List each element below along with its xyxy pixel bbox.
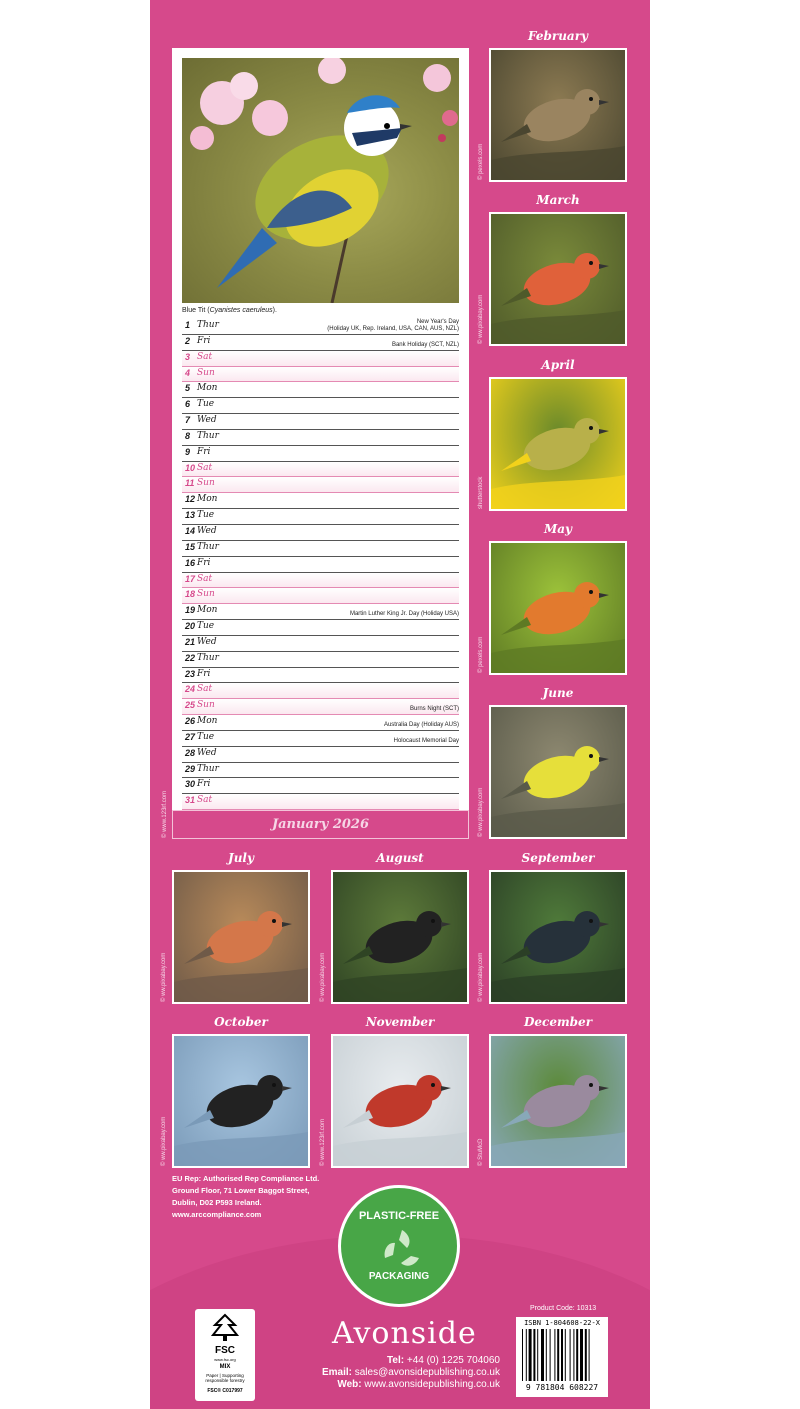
day-note (410, 706, 459, 713)
day-number: 7 (185, 415, 191, 426)
photo-credit: © www.123rf.com (320, 1118, 326, 1166)
month-label: May (543, 522, 573, 536)
fsc-site: www.fsc.org (214, 1357, 236, 1362)
day-row (182, 557, 459, 573)
day-number: 2 (185, 335, 191, 346)
eu-rep-line: Dublin, D02 P593 Ireland. (172, 1198, 262, 1207)
barcode-bar (565, 1329, 566, 1381)
barcode-bar (537, 1329, 538, 1381)
day-row (182, 699, 459, 715)
calendar-back-cover (150, 0, 650, 1409)
day-name: Tue (197, 621, 215, 632)
bullfinch-photo (489, 212, 627, 346)
day-name: Fri (197, 668, 211, 679)
barcode-bar (589, 1329, 590, 1381)
day-name: Tue (197, 731, 215, 742)
day-name: Mon (197, 494, 218, 505)
goldfinch-photo (331, 1034, 469, 1168)
day-row (182, 683, 459, 699)
great-tit-photo (489, 705, 627, 839)
day-row (182, 794, 459, 810)
day-name: Thur (197, 320, 219, 330)
day-list (182, 319, 459, 810)
month-title-bar (172, 810, 469, 839)
day-row (182, 446, 459, 462)
day-note (392, 342, 459, 349)
day-number: 8 (185, 430, 191, 441)
day-row (182, 588, 459, 604)
day-number: 12 (185, 494, 196, 505)
photo-credit: © pexels.com (478, 636, 484, 673)
product-code: Product Code: 10313 (530, 1305, 597, 1312)
day-number: 29 (185, 763, 196, 774)
day-row (182, 636, 459, 652)
barcode-bar (585, 1329, 587, 1381)
day-note (394, 738, 459, 745)
day-name: Fri (197, 557, 211, 568)
day-row (182, 763, 459, 779)
day-number: 13 (185, 510, 196, 521)
woodpigeon-photo (489, 1034, 627, 1168)
day-number: 21 (185, 636, 196, 647)
photo-credit: © ww.pixabay.com (478, 787, 484, 837)
day-note-line: (Holiday UK, Rep. Ireland, USA, CAN, AUS, NZL) (327, 325, 459, 332)
day-note-line: Martin Luther King Jr. Day (Holiday USA) (349, 611, 459, 618)
day-name: Fri (197, 335, 211, 346)
day-row (182, 335, 459, 351)
day-number: 16 (185, 557, 196, 568)
badge-text-top: PLASTIC-FREE (358, 1210, 440, 1222)
eu-rep-line: Ground Floor, 71 Lower Baggot Street, (172, 1186, 310, 1195)
day-note-line: Holocaust Memorial Day (393, 737, 459, 744)
photo-credit: shutterstock (478, 476, 484, 509)
day-row (182, 430, 459, 446)
photo-credit: © ww.pixabay.com (320, 952, 326, 1002)
day-name: Thur (197, 541, 219, 552)
starling-photo (489, 870, 627, 1004)
day-number: 9 (185, 446, 191, 457)
chaffinch-photo (172, 870, 310, 1004)
month-label: November (365, 1015, 435, 1029)
day-row (182, 477, 459, 493)
day-name: Tue (197, 399, 215, 410)
day-note (350, 611, 459, 618)
fsc-mix: MIX (219, 1364, 231, 1370)
day-number: 26 (185, 716, 196, 727)
barcode-bar (533, 1329, 535, 1381)
photo-credit: © ww.pixabay.com (161, 952, 167, 1002)
barcode-number: 9 781804 608227 (525, 1383, 599, 1392)
barcode-bar (557, 1329, 559, 1381)
web-value: www.avonsidepublishing.co.uk (364, 1379, 500, 1390)
day-number: 1 (185, 320, 191, 330)
tel-value: +44 (0) 1225 704060 (406, 1355, 500, 1366)
day-row (182, 668, 459, 684)
day-row (182, 731, 459, 747)
day-number: 5 (185, 383, 191, 394)
day-name: Sun (197, 589, 215, 600)
day-row (182, 382, 459, 398)
day-name: Thur (197, 763, 219, 774)
day-name: Sun (197, 700, 215, 711)
blackbird-photo (172, 1034, 310, 1168)
day-number: 25 (185, 700, 196, 711)
greenfinch-photo (489, 377, 627, 511)
day-name: Thur (197, 652, 219, 663)
month-label: April (541, 358, 575, 372)
day-row (182, 747, 459, 763)
day-name: Wed (197, 525, 217, 536)
day-number: 6 (185, 399, 191, 410)
brand-logo: Avonside (332, 1316, 477, 1351)
tel-label: Tel: (387, 1355, 405, 1366)
day-number: 17 (185, 573, 196, 584)
barcode-bar (526, 1329, 527, 1381)
day-number: 20 (185, 621, 196, 632)
day-name: Sun (197, 367, 215, 378)
day-note-line: Australia Day (Holiday AUS) (383, 721, 459, 728)
eu-rep-address (172, 1173, 319, 1221)
barcode-bar (561, 1329, 563, 1381)
web-label: Web: (337, 1379, 362, 1390)
day-note (384, 722, 459, 729)
day-name: Wed (197, 747, 217, 758)
photo-caption: Blue Tit (Cyanistes caeruleus). (182, 307, 277, 314)
barcode-bar (580, 1329, 583, 1381)
day-row (182, 509, 459, 525)
barcode (516, 1317, 608, 1397)
fsc-paper: Paper | Supporting responsible forestry (205, 1373, 245, 1383)
day-name: Wed (197, 636, 217, 647)
day-row (182, 414, 459, 430)
day-row (182, 620, 459, 636)
day-row (182, 525, 459, 541)
day-row (182, 462, 459, 478)
day-row (182, 652, 459, 668)
month-label: October (214, 1015, 268, 1029)
day-note-line: New Year's Day (416, 318, 459, 325)
barcode-bar (554, 1329, 555, 1381)
day-number: 15 (185, 541, 196, 552)
month-label: July (228, 851, 254, 865)
recycle-leaves-icon (379, 1226, 425, 1272)
january-sheet (172, 48, 469, 810)
day-name: Mon (197, 383, 218, 394)
day-number: 30 (185, 779, 196, 790)
day-name: Sat (197, 351, 213, 362)
day-note-line: Bank Holiday (SCT, NZL) (391, 341, 459, 348)
day-row (182, 715, 459, 731)
day-name: Sat (197, 684, 213, 695)
day-name: Fri (197, 446, 211, 457)
day-number: 11 (185, 478, 195, 489)
day-name: Sat (197, 462, 213, 473)
day-number: 18 (185, 589, 196, 600)
month-label: March (536, 193, 580, 207)
fsc-name: FSC (215, 1345, 235, 1356)
barcode-bar (522, 1329, 523, 1381)
day-row (182, 541, 459, 557)
eu-rep-line: www.arccompliance.com (172, 1210, 262, 1219)
barcode-bar (541, 1329, 544, 1381)
month-title: January 2026 (271, 817, 369, 832)
eu-rep-line: EU Rep: Authorised Rep Compliance Ltd. (172, 1174, 320, 1183)
day-row (182, 398, 459, 414)
day-number: 24 (185, 684, 196, 695)
isbn: ISBN 1-804608-22-X (524, 1319, 600, 1327)
thrush-photo (489, 48, 627, 182)
day-name: Sat (197, 795, 213, 806)
barcode-bars (520, 1329, 604, 1381)
barcode-bar (529, 1329, 532, 1381)
day-note-line: Burns Night (SCT) (409, 706, 459, 713)
month-label: December (523, 1015, 593, 1029)
day-name: Mon (197, 605, 218, 616)
day-number: 14 (185, 525, 196, 536)
day-number: 23 (185, 668, 196, 679)
woodpecker-photo (331, 870, 469, 1004)
day-name: Sat (197, 573, 213, 584)
day-number: 3 (185, 351, 191, 362)
day-name: Mon (197, 716, 218, 727)
day-number: 10 (185, 462, 196, 473)
day-number: 28 (185, 747, 196, 758)
day-name: Thur (197, 430, 219, 441)
month-label: August (376, 851, 424, 865)
email-label: Email: (321, 1367, 352, 1378)
photo-credit: © ww.pixabay.com (478, 294, 484, 344)
day-row (182, 604, 459, 620)
fsc-code: FSC® C017997 (207, 1388, 243, 1394)
plastic-free-badge (338, 1185, 460, 1307)
day-row (182, 778, 459, 794)
day-number: 31 (185, 795, 196, 806)
email-value: sales@avonsidepublishing.co.uk (354, 1367, 500, 1378)
fsc-tree-icon (209, 1313, 241, 1343)
day-number: 4 (185, 367, 191, 378)
day-name: Sun (197, 478, 215, 489)
barcode-bar (546, 1329, 547, 1381)
barcode-bar (573, 1329, 574, 1381)
photo-credit: © StuMcD (478, 1138, 484, 1166)
day-row (182, 351, 459, 367)
day-name: Wed (197, 415, 217, 426)
day-name: Fri (197, 779, 211, 790)
main-photo-credit: © www.123rf.com (162, 790, 168, 838)
day-row (182, 319, 459, 335)
barcode-bar (576, 1329, 578, 1381)
photo-credit: © pexels.com (478, 143, 484, 180)
day-number: 19 (185, 605, 196, 616)
contact-info (300, 1355, 500, 1391)
blue-tit-photo (182, 58, 459, 303)
barcode-bar (550, 1329, 551, 1381)
day-note (327, 319, 459, 333)
robin-photo (489, 541, 627, 675)
day-row (182, 367, 459, 383)
day-number: 27 (185, 731, 196, 742)
month-label: September (521, 851, 595, 865)
photo-credit: © ww.pixabay.com (478, 952, 484, 1002)
day-row (182, 573, 459, 589)
fsc-logo (195, 1309, 255, 1401)
day-number: 22 (185, 652, 196, 663)
photo-credit: © ww.pixabay.com (161, 1116, 167, 1166)
month-label: February (527, 29, 588, 43)
barcode-bar (570, 1329, 571, 1381)
badge-text-bottom: PACKAGING (368, 1271, 430, 1282)
day-row (182, 493, 459, 509)
month-label: June (542, 686, 574, 700)
day-name: Tue (197, 510, 215, 521)
